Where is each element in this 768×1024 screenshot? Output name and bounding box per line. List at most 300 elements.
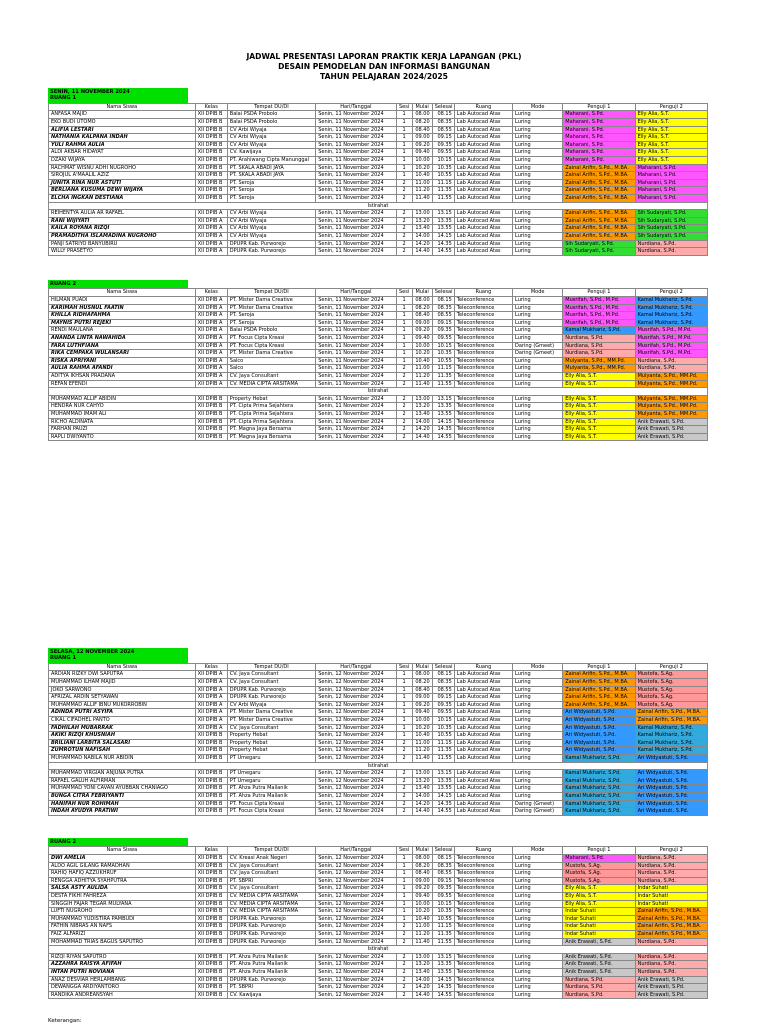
company: PT. Focus Cipta Kreasi bbox=[227, 800, 315, 808]
table-row bbox=[49, 312, 708, 320]
room: Lab Autocad Atas bbox=[454, 179, 512, 187]
examiner-1: Ari Widyastuti, S.Pd. bbox=[563, 709, 635, 717]
start-time: 11.40 bbox=[412, 754, 432, 762]
class: XII DPIB A bbox=[195, 686, 227, 694]
end-time: 08.35 bbox=[432, 679, 454, 687]
class: XII DPIB B bbox=[195, 792, 227, 800]
date: Senin, 12 November 2024 bbox=[316, 747, 396, 755]
session: 1 bbox=[396, 172, 412, 180]
room: Lab Autocad Atas bbox=[454, 716, 512, 724]
date: Senin, 11 November 2024 bbox=[316, 119, 396, 127]
start-time: 09.20 bbox=[412, 327, 432, 335]
table-row bbox=[49, 141, 708, 149]
examiner-1: Elly Alia, S.T. bbox=[563, 410, 635, 418]
examiner-1: Nurdiana, S.Pd. bbox=[563, 976, 635, 984]
table-row bbox=[49, 694, 708, 702]
start-time: 11.20 bbox=[412, 747, 432, 755]
class: XII DPIB A bbox=[195, 380, 227, 388]
student-name: AKIKI RIZQI KHUSNIAH bbox=[49, 732, 196, 740]
company: CV Arbi Wiyaja bbox=[227, 126, 315, 134]
mode: Luring bbox=[513, 777, 563, 785]
examiner-1: Elly Alia, S.T. bbox=[563, 403, 635, 411]
student-name: MOHAMMAD TRIAS BAGUS SAPUTRO bbox=[49, 938, 196, 946]
student-name: AFRIZAL ARDIN SETYAWAN bbox=[49, 694, 196, 702]
examiner-1: Anik Erawati, S.Pd. bbox=[563, 953, 635, 961]
student-name: DZAKI WIJAYA bbox=[49, 156, 196, 164]
column-header: Ruang bbox=[454, 663, 512, 671]
room: Teleconference bbox=[454, 327, 512, 335]
date: Senin, 12 November 2024 bbox=[316, 870, 396, 878]
session: 1 bbox=[396, 732, 412, 740]
company: CV. Kawijaya bbox=[227, 991, 315, 999]
student-name: MUHAMMAD ALLIF IBNU MUKORROBIN bbox=[49, 701, 196, 709]
session: 2 bbox=[396, 433, 412, 441]
day-room-header bbox=[48, 280, 188, 288]
company: DPUPR Kab. Purworejo bbox=[227, 694, 315, 702]
student-name: RAPLI DWIYANTO bbox=[49, 433, 196, 441]
table-row bbox=[49, 800, 708, 808]
table-row bbox=[49, 732, 708, 740]
session: 1 bbox=[396, 297, 412, 305]
column-header: Selesai bbox=[432, 103, 454, 111]
examiner-2: Anik Erawati, S.Pd. bbox=[635, 976, 707, 984]
table-row bbox=[49, 126, 708, 134]
table-header-row bbox=[49, 289, 708, 297]
student-name: FARA LUTHFIANA bbox=[49, 342, 196, 350]
session: 2 bbox=[396, 232, 412, 240]
room: Lab Autocad Atas bbox=[454, 808, 512, 816]
start-time: 09.00 bbox=[412, 319, 432, 327]
examiner-2: Elly Alia, S.T. bbox=[635, 141, 707, 149]
mode: Luring bbox=[513, 716, 563, 724]
examiner-2: Zainal Arifin, S.Pd., M.BA. bbox=[635, 716, 707, 724]
class: XII DPIB A bbox=[195, 240, 227, 248]
class: XII DPIB B bbox=[195, 149, 227, 157]
start-time: 09.00 bbox=[412, 694, 432, 702]
company: DPUPR Kab. Purworejo bbox=[227, 240, 315, 248]
end-time: 14.15 bbox=[432, 232, 454, 240]
table-row bbox=[49, 372, 708, 380]
examiner-2: Nurdiana, S.Pd. bbox=[635, 357, 707, 365]
start-time: 13.20 bbox=[412, 777, 432, 785]
date: Senin, 11 November 2024 bbox=[316, 111, 396, 119]
start-time: 09.40 bbox=[412, 149, 432, 157]
session: 1 bbox=[396, 877, 412, 885]
date: Senin, 12 November 2024 bbox=[316, 976, 396, 984]
column-header: Tempat DU/DI bbox=[227, 289, 315, 297]
company: PT. Ahza Putra Mailanik bbox=[227, 968, 315, 976]
room: Lab Autocad Atas bbox=[454, 149, 512, 157]
examiner-2: Sih Sudaryati, S.Pd. bbox=[635, 225, 707, 233]
end-time: 09.15 bbox=[432, 319, 454, 327]
room: Lab Autocad Atas bbox=[454, 792, 512, 800]
room: Teleconference bbox=[454, 961, 512, 969]
examiner-1: Elly Alia, S.T. bbox=[563, 395, 635, 403]
date: Senin, 12 November 2024 bbox=[316, 739, 396, 747]
company: PT. Magna Jaya Bersama bbox=[227, 433, 315, 441]
class: XII DPIB B bbox=[195, 930, 227, 938]
class: XII DPIB B bbox=[195, 403, 227, 411]
session: 1 bbox=[396, 701, 412, 709]
student-name: ELCHA INGKAN DESTIANA bbox=[49, 194, 196, 202]
examiner-2: Maharani, S.Pd. bbox=[635, 187, 707, 195]
company: Balai PSDA Probolo bbox=[227, 327, 315, 335]
start-time: 08.40 bbox=[412, 870, 432, 878]
start-time: 08.00 bbox=[412, 671, 432, 679]
end-time: 13.55 bbox=[432, 968, 454, 976]
room: Lab Autocad Atas bbox=[454, 770, 512, 778]
student-name: INDAH AYUDYA PRATIWI bbox=[49, 808, 196, 816]
mode: Luring bbox=[513, 194, 563, 202]
student-name: RACHMAT WISNU ADHI NUGROHO bbox=[49, 164, 196, 172]
company: CV. Jaya Consultant bbox=[227, 671, 315, 679]
start-time: 08.00 bbox=[412, 297, 432, 305]
session: 2 bbox=[396, 739, 412, 747]
table-row bbox=[49, 403, 708, 411]
column-header: Sesi bbox=[396, 289, 412, 297]
room: Lab Autocad Atas bbox=[454, 134, 512, 142]
start-time: 13.40 bbox=[412, 410, 432, 418]
column-header: Hari/Tanggal bbox=[316, 103, 396, 111]
end-time: 14.55 bbox=[432, 248, 454, 256]
class: XII DPIB B bbox=[195, 976, 227, 984]
room: Lab Autocad Atas bbox=[454, 732, 512, 740]
class: XII DPIB A bbox=[195, 372, 227, 380]
room: Lab Autocad Atas bbox=[454, 800, 512, 808]
break-label: Istirahat bbox=[49, 762, 708, 770]
table-row bbox=[49, 968, 708, 976]
examiner-2: Ari Widyastuti, S.Pd. bbox=[635, 777, 707, 785]
room: Teleconference bbox=[454, 953, 512, 961]
examiner-1: Kamal Mukhariz, S.Pd. bbox=[563, 770, 635, 778]
examiner-1: Anik Erawati, S.Pd. bbox=[563, 938, 635, 946]
examiner-2: Kamal Mukhariz, S.Pd. bbox=[635, 304, 707, 312]
start-time: 08.40 bbox=[412, 686, 432, 694]
end-time: 09.35 bbox=[432, 141, 454, 149]
company: CV Arbi Wiyaja bbox=[227, 210, 315, 218]
company: PT. Mister Dama Creative bbox=[227, 304, 315, 312]
examiner-1: Indar Suhati bbox=[563, 923, 635, 931]
room: Teleconference bbox=[454, 365, 512, 373]
company: CV Arbi Wiyaja bbox=[227, 217, 315, 225]
class: XII DPIB B bbox=[195, 134, 227, 142]
examiner-2: Nurdiana, S.Pd. bbox=[635, 870, 707, 878]
class: XII DPIB B bbox=[195, 892, 227, 900]
room: Lab Autocad Atas bbox=[454, 679, 512, 687]
mode: Luring bbox=[513, 785, 563, 793]
company: CV Arbi Wiyaja bbox=[227, 232, 315, 240]
company: DPUPR Kab. Purworejo bbox=[227, 930, 315, 938]
schedule-table bbox=[48, 663, 708, 816]
examiner-2: Nurdiana, S.Pd. bbox=[635, 968, 707, 976]
examiner-2: Kamal Mukhariz, S.Pd. bbox=[635, 319, 707, 327]
column-header: Penguji 2 bbox=[635, 847, 707, 855]
date: Senin, 12 November 2024 bbox=[316, 679, 396, 687]
mode: Luring bbox=[513, 694, 563, 702]
session: 1 bbox=[396, 716, 412, 724]
class: XII DPIB B bbox=[195, 877, 227, 885]
class: XII DPIB B bbox=[195, 862, 227, 870]
table-row bbox=[49, 342, 708, 350]
session: 1 bbox=[396, 908, 412, 916]
room: Teleconference bbox=[454, 991, 512, 999]
column-header: Penguji 2 bbox=[635, 103, 707, 111]
table-row bbox=[49, 908, 708, 916]
examiner-1: Anik Erawati, S.Pd. bbox=[563, 968, 635, 976]
date: Senin, 12 November 2024 bbox=[316, 908, 396, 916]
company: PT. SKALA ABADI JAYA bbox=[227, 164, 315, 172]
date: Senin, 12 November 2024 bbox=[316, 938, 396, 946]
room: Teleconference bbox=[454, 892, 512, 900]
mode: Luring bbox=[513, 792, 563, 800]
column-header: Tempat DU/DI bbox=[227, 847, 315, 855]
mode: Luring bbox=[513, 403, 563, 411]
table-row bbox=[49, 961, 708, 969]
student-name: ALDI AKBAR HIDAYAT bbox=[49, 149, 196, 157]
end-time: 08.15 bbox=[432, 671, 454, 679]
column-header: Penguji 1 bbox=[563, 847, 635, 855]
examiner-1: Zainal Arifin, S.Pd., M.BA. bbox=[563, 232, 635, 240]
examiner-2: Anik Erawati, S.Pd. bbox=[635, 426, 707, 434]
company: PT. SKALA ABADI JAYA bbox=[227, 172, 315, 180]
table-row bbox=[49, 777, 708, 785]
date: Senin, 12 November 2024 bbox=[316, 984, 396, 992]
company: CV. Kreasi Anak Negeri bbox=[227, 855, 315, 863]
examiner-2: Elly Alia, S.T. bbox=[635, 156, 707, 164]
column-header: Penguji 2 bbox=[635, 663, 707, 671]
date: Senin, 11 November 2024 bbox=[316, 342, 396, 350]
column-header: Mode bbox=[513, 847, 563, 855]
room: Lab Autocad Atas bbox=[454, 739, 512, 747]
end-time: 13.55 bbox=[432, 410, 454, 418]
class: XII DPIB B bbox=[195, 395, 227, 403]
room: Lab Autocad Atas bbox=[454, 671, 512, 679]
table-row bbox=[49, 930, 708, 938]
end-time: 11.35 bbox=[432, 372, 454, 380]
session: 1 bbox=[396, 304, 412, 312]
room: Teleconference bbox=[454, 855, 512, 863]
date: Senin, 11 November 2024 bbox=[316, 319, 396, 327]
table-row bbox=[49, 923, 708, 931]
table-row bbox=[49, 808, 708, 816]
examiner-1: Mustofa, S.Ag. bbox=[563, 877, 635, 885]
class: XII DPIB B bbox=[195, 908, 227, 916]
class: XII DPIB B bbox=[195, 808, 227, 816]
student-name: MUHAMMAD YUDISTIRA PAMBUDI bbox=[49, 915, 196, 923]
student-name: DEWANGGA ARDIYANTORO bbox=[49, 984, 196, 992]
room-label: RUANG 2 bbox=[50, 839, 77, 845]
room: Teleconference bbox=[454, 350, 512, 358]
end-time: 08.55 bbox=[432, 686, 454, 694]
class: XII DPIB A bbox=[195, 217, 227, 225]
examiner-1: Musrifah, S.Pd., M.Pd. bbox=[563, 304, 635, 312]
class: XII DPIB A bbox=[195, 248, 227, 256]
student-name: RENDI MAULANA bbox=[49, 327, 196, 335]
examiner-1: Musrifah, S.Pd., M.Pd. bbox=[563, 297, 635, 305]
examiner-2: Zainal Arifin, S.Pd., M.BA. bbox=[635, 915, 707, 923]
start-time: 14.00 bbox=[412, 792, 432, 800]
student-name: AZZAHRA RAISYA AFIFAH bbox=[49, 961, 196, 969]
company: CV Arbi Wiyaja bbox=[227, 134, 315, 142]
company: PT. SBPRI bbox=[227, 877, 315, 885]
class: XII DPIB A bbox=[195, 350, 227, 358]
examiner-2: Ari Widyastuti, S.Pd. bbox=[635, 785, 707, 793]
class: XII DPIB B bbox=[195, 754, 227, 762]
examiner-2: Sih Sudaryati, S.Pd. bbox=[635, 232, 707, 240]
table-row bbox=[49, 194, 708, 202]
company: CV. Jaya Consultant bbox=[227, 372, 315, 380]
end-time: 14.15 bbox=[432, 792, 454, 800]
session: 2 bbox=[396, 187, 412, 195]
date: Senin, 12 November 2024 bbox=[316, 701, 396, 709]
room: Teleconference bbox=[454, 984, 512, 992]
date: Senin, 11 November 2024 bbox=[316, 410, 396, 418]
mode: Luring bbox=[513, 976, 563, 984]
examiner-1: Zainal Arifin, S.Pd., M.BA. bbox=[563, 164, 635, 172]
class: XII DPIB B bbox=[195, 938, 227, 946]
session: 2 bbox=[396, 792, 412, 800]
end-time: 11.55 bbox=[432, 938, 454, 946]
room: Lab Autocad Atas bbox=[454, 119, 512, 127]
table-row bbox=[49, 938, 708, 946]
class: XII DPIB A bbox=[195, 716, 227, 724]
date: Senin, 12 November 2024 bbox=[316, 754, 396, 762]
session: 1 bbox=[396, 119, 412, 127]
examiner-2: Nurdiana, S.Pd. bbox=[635, 877, 707, 885]
table-row bbox=[49, 991, 708, 999]
class: XII DPIB B bbox=[195, 739, 227, 747]
student-name: FATHIN NIBRAS AN NAFS bbox=[49, 923, 196, 931]
student-name: ALIFIA LESTARI bbox=[49, 126, 196, 134]
company: PT. Seroja bbox=[227, 179, 315, 187]
student-name: MUHAMMAD NABILA NUR ABIDIN bbox=[49, 754, 196, 762]
examiner-1: Elly Alia, S.T. bbox=[563, 885, 635, 893]
session: 2 bbox=[396, 380, 412, 388]
company: DPUPR Kab. Purworejo bbox=[227, 938, 315, 946]
date: Senin, 11 November 2024 bbox=[316, 304, 396, 312]
examiner-1: Mulyanta, S.Pd., MM.Pd. bbox=[563, 365, 635, 373]
examiner-1: Indar Suhati bbox=[563, 930, 635, 938]
examiner-2: Maharani, S.Pd. bbox=[635, 164, 707, 172]
table-row bbox=[49, 164, 708, 172]
mode: Luring bbox=[513, 217, 563, 225]
table-row bbox=[49, 433, 708, 441]
start-time: 13.20 bbox=[412, 403, 432, 411]
document-title bbox=[0, 52, 768, 82]
examiner-1: Nurdiana, S.Pd. bbox=[563, 991, 635, 999]
examiner-1: Musrifah, S.Pd., M.Pd. bbox=[563, 319, 635, 327]
mode: Luring bbox=[513, 312, 563, 320]
end-time: 14.35 bbox=[432, 240, 454, 248]
table-row bbox=[49, 179, 708, 187]
examiner-1: Sih Sudaryati, S.Pd. bbox=[563, 240, 635, 248]
mode: Luring bbox=[513, 770, 563, 778]
mode: Luring bbox=[513, 297, 563, 305]
end-time: 10.35 bbox=[432, 908, 454, 916]
student-name: MUHAMMAD ILHAM MAJID bbox=[49, 679, 196, 687]
session: 2 bbox=[396, 930, 412, 938]
student-name: PANJI SATRIYO BANYUBIRU bbox=[49, 240, 196, 248]
date: Senin, 11 November 2024 bbox=[316, 372, 396, 380]
room: Lab Autocad Atas bbox=[454, 111, 512, 119]
examiner-1: Mustofa, S.Ag. bbox=[563, 870, 635, 878]
student-name: KAILA ROYANA RIZQI bbox=[49, 225, 196, 233]
examiner-1: Kamal Mukhariz, S.Pd. bbox=[563, 792, 635, 800]
room: Lab Autocad Atas bbox=[454, 232, 512, 240]
student-name: REIHENTYA AULIA AR RAFAEL bbox=[49, 210, 196, 218]
column-header: Kelas bbox=[195, 663, 227, 671]
examiner-1: Kamal Mukhariz, S.Pd. bbox=[563, 754, 635, 762]
table-row bbox=[49, 365, 708, 373]
column-header: Ruang bbox=[454, 289, 512, 297]
column-header: Mode bbox=[513, 663, 563, 671]
start-time: 10.20 bbox=[412, 724, 432, 732]
student-name: INTAN PUTRI NOVIANA bbox=[49, 968, 196, 976]
date: Senin, 11 November 2024 bbox=[316, 395, 396, 403]
company: DPUPR Kab. Purworejo bbox=[227, 248, 315, 256]
session: 2 bbox=[396, 372, 412, 380]
company: PT. Focus Cipta Kreasi bbox=[227, 808, 315, 816]
examiner-2: Maharani, S.Pd. bbox=[635, 172, 707, 180]
examiner-1: Nurdiana, S.Pd. bbox=[563, 350, 635, 358]
class: XII DPIB B bbox=[195, 855, 227, 863]
session: 2 bbox=[396, 785, 412, 793]
mode: Luring bbox=[513, 141, 563, 149]
examiner-2: Elly Alia, S.T. bbox=[635, 119, 707, 127]
examiner-1: Kamal Mukhariz, S.Pd. bbox=[563, 800, 635, 808]
mode: Luring bbox=[513, 225, 563, 233]
room: Lab Autocad Atas bbox=[454, 217, 512, 225]
company: PT. Cipta Prima Sejahtera bbox=[227, 403, 315, 411]
table-row bbox=[49, 418, 708, 426]
student-name: DWI AMELIA bbox=[49, 855, 196, 863]
student-name: LUFTI NUGROHO bbox=[49, 908, 196, 916]
mode: Luring bbox=[513, 984, 563, 992]
end-time: 11.15 bbox=[432, 365, 454, 373]
student-name: RIZQI RIYAN SAPUTRO bbox=[49, 953, 196, 961]
class: XII DPIB A bbox=[195, 694, 227, 702]
session: 1 bbox=[396, 319, 412, 327]
column-header: Penguji 1 bbox=[563, 103, 635, 111]
session: 2 bbox=[396, 240, 412, 248]
column-header: Penguji 1 bbox=[563, 289, 635, 297]
date: Senin, 12 November 2024 bbox=[316, 862, 396, 870]
start-time: 14.20 bbox=[412, 426, 432, 434]
mode: Luring bbox=[513, 754, 563, 762]
table-row bbox=[49, 877, 708, 885]
student-name: MUHAMMAD IMAM ALI bbox=[49, 410, 196, 418]
date: Senin, 12 November 2024 bbox=[316, 923, 396, 931]
date: Senin, 12 November 2024 bbox=[316, 777, 396, 785]
class: XII DPIB A bbox=[195, 210, 227, 218]
date: Senin, 11 November 2024 bbox=[316, 179, 396, 187]
session: 2 bbox=[396, 754, 412, 762]
company: PT. Cipta Prima Sejahtera bbox=[227, 418, 315, 426]
date: Senin, 12 November 2024 bbox=[316, 953, 396, 961]
table-row bbox=[49, 870, 708, 878]
class: XII DPIB A bbox=[195, 671, 227, 679]
examiner-2: Musrifah, S.Pd., M.Pd. bbox=[635, 350, 707, 358]
column-header: Ruang bbox=[454, 847, 512, 855]
date: Senin, 12 November 2024 bbox=[316, 961, 396, 969]
date: Senin, 11 November 2024 bbox=[316, 194, 396, 202]
company: CV. MEDIA CIPTA ARSITAMA bbox=[227, 892, 315, 900]
session: 2 bbox=[396, 961, 412, 969]
room: Lab Autocad Atas bbox=[454, 709, 512, 717]
examiner-1: Zainal Arifin, S.Pd., M.BA. bbox=[563, 671, 635, 679]
examiner-2: Nurdiana, S.Pd. bbox=[635, 240, 707, 248]
room: Lab Autocad Atas bbox=[454, 210, 512, 218]
